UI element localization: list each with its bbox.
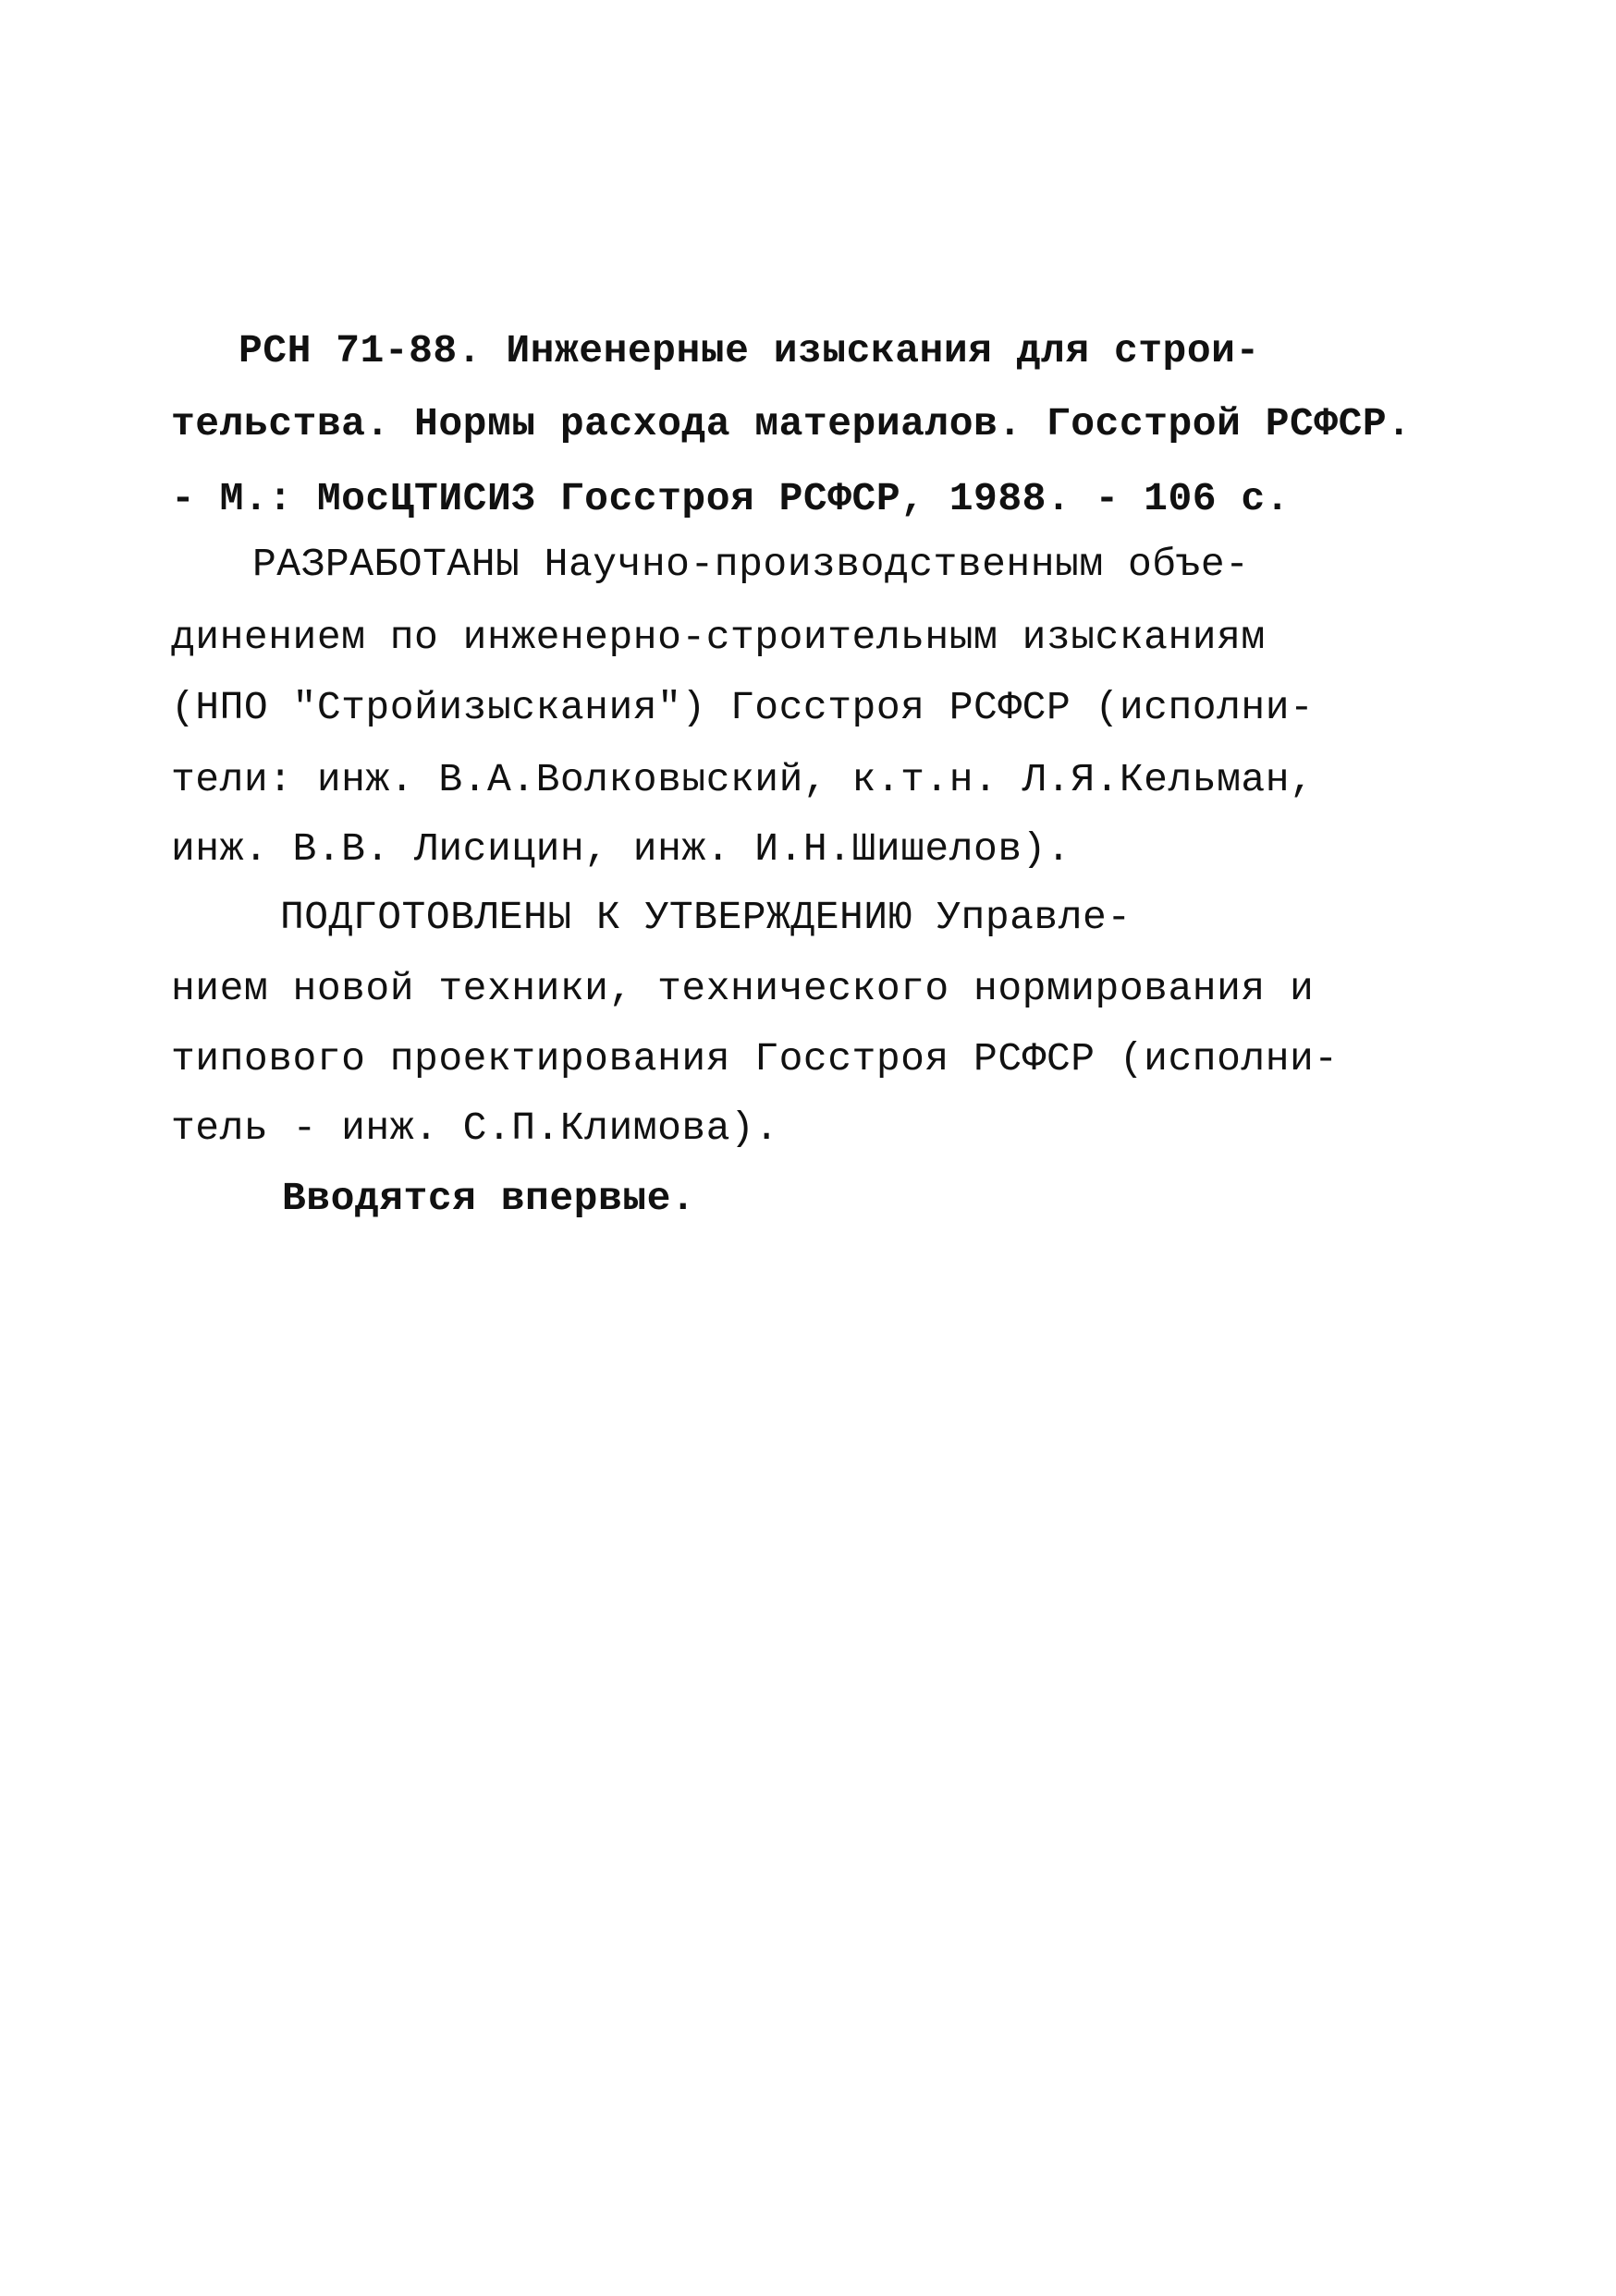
approval-line-3: типового проектирования Госстроя РСФСР (исполни- [171, 1036, 1339, 1081]
introduced-first-time: Вводятся впервые. [282, 1176, 696, 1221]
bibliographic-line-2: тельства. Нормы расхода материалов. Госстрой РСФСР. [171, 401, 1412, 446]
approval-line-2: нием новой техники, технического нормирования и [171, 966, 1315, 1011]
approval-line-4: тель - инж. С.П.Климова). [171, 1105, 779, 1151]
developers-line-4: тели: инж. В.А.Волковыский, к.т.н. Л.Я.Кельман, [171, 757, 1315, 802]
bibliographic-line-3: - М.: МосЦТИСИЗ Госстроя РСФСР, 1988. - 106 с. [171, 476, 1290, 521]
developers-line-3: (НПО "Стройизыскания") Госстроя РСФСР (исполни- [171, 685, 1315, 730]
developers-line-2: динением по инженерно-строительным изысканиям [171, 615, 1266, 660]
developers-line-5: инж. В.В. Лисицин, инж. И.Н.Шишелов). [171, 826, 1071, 872]
developers-line-1: РАЗРАБОТАНЫ Научно-производственным объе- [252, 542, 1250, 587]
approval-line-1: ПОДГОТОВЛЕНЫ К УТВЕРЖДЕНИЮ Управле- [280, 895, 1132, 940]
bibliographic-line-1: РСН 71-88. Инженерные изыскания для строи- [239, 328, 1260, 373]
